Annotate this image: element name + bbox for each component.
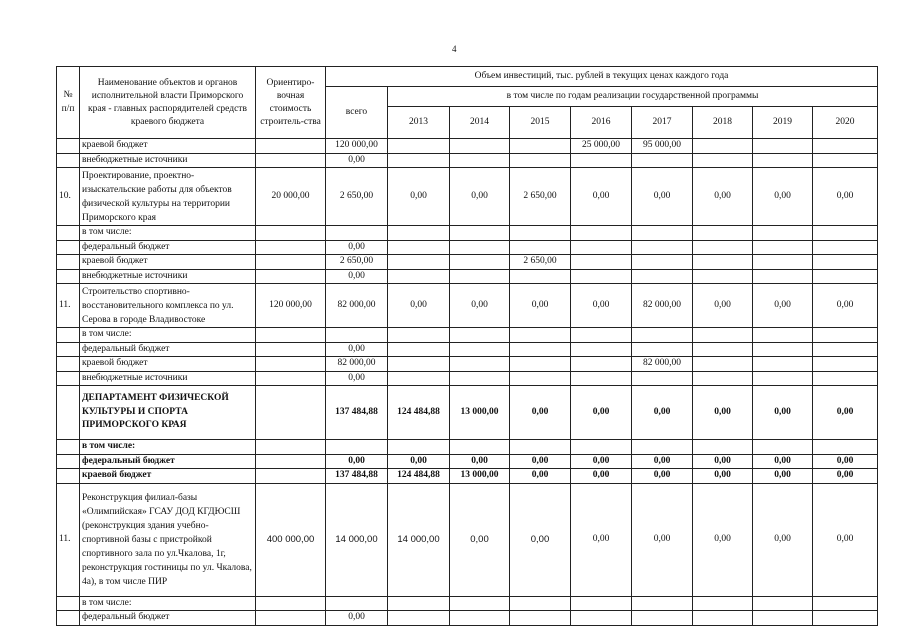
- row-number: 11.: [57, 483, 80, 596]
- cell-2013: 0,00: [388, 284, 450, 328]
- cell-2020: 0,00: [813, 454, 878, 469]
- cell-total: 2 650,00: [326, 255, 388, 270]
- cell-2013: 0,00: [388, 454, 450, 469]
- cell-total: 0,00: [326, 269, 388, 284]
- row-label: федеральный бюджет: [80, 454, 256, 469]
- header-cost: Ориентиро-вочная стоимость строитель-ства: [256, 67, 326, 139]
- cell-2013: 0,00: [388, 168, 450, 226]
- cell-2017: 82 000,00: [632, 284, 693, 328]
- row-label: краевой бюджет: [80, 469, 256, 484]
- cell-2018: 0,00: [693, 386, 753, 440]
- table-row: [57, 168, 878, 226]
- header-year: 2019: [753, 107, 813, 139]
- row-label: краевой бюджет: [80, 139, 256, 154]
- cell-2016: 0,00: [571, 284, 632, 328]
- header-year: 2013: [388, 107, 450, 139]
- row-number: 11.: [57, 284, 80, 328]
- cell-2016: 0,00: [571, 469, 632, 484]
- cell-2020: 0,00: [813, 469, 878, 484]
- cell-total: 0,00: [326, 240, 388, 255]
- cell-2014: 13 000,00: [450, 469, 510, 484]
- header-total: всего: [326, 87, 388, 139]
- row-label: в том числе:: [80, 596, 256, 611]
- cell-cost: 120 000,00: [256, 284, 326, 328]
- cell-total: 0,00: [326, 153, 388, 168]
- cell-2014: 13 000,00: [450, 386, 510, 440]
- cell-total: 0,00: [326, 342, 388, 357]
- cell-2014: 0,00: [450, 168, 510, 226]
- cell-2019: 0,00: [753, 168, 813, 226]
- row-label: федеральный бюджет: [80, 342, 256, 357]
- cell-2016: 0,00: [571, 454, 632, 469]
- cell-2017: 82 000,00: [632, 357, 693, 372]
- cell-2017: 0,00: [632, 168, 693, 226]
- cell-2018: 0,00: [693, 168, 753, 226]
- cell-2015: 2 650,00: [510, 255, 571, 270]
- cell-2020: 0,00: [813, 386, 878, 440]
- header-incl: в том числе по годам реализации государственной программы: [388, 87, 878, 107]
- cell-2019: 0,00: [753, 284, 813, 328]
- cell-total: 2 650,00: [326, 168, 388, 226]
- cell-2014: 0,00: [450, 454, 510, 469]
- cell-2019: 0,00: [753, 386, 813, 440]
- row-label: краевой бюджет: [80, 255, 256, 270]
- header-year: 2015: [510, 107, 571, 139]
- cell-total: 0,00: [326, 454, 388, 469]
- cell-total: 137 484,88: [326, 386, 388, 440]
- cell-2013: 14 000,00: [388, 483, 450, 596]
- row-number: 10.: [57, 168, 80, 226]
- table-row: [57, 240, 878, 255]
- table-row: [57, 357, 878, 372]
- cell-2019: 0,00: [753, 469, 813, 484]
- table-row: [57, 454, 878, 469]
- cell-2014: 0,00: [450, 284, 510, 328]
- table-row: [57, 269, 878, 284]
- cell-2013: 124 484,88: [388, 386, 450, 440]
- cell-2013: 124 484,88: [388, 469, 450, 484]
- cell-2017: 0,00: [632, 483, 693, 596]
- cell-2016: 0,00: [571, 168, 632, 226]
- cell-total: 82 000,00: [326, 284, 388, 328]
- table-row: [57, 469, 878, 484]
- table-row: [57, 328, 878, 343]
- cell-total: 82 000,00: [326, 357, 388, 372]
- row-label: в том числе:: [80, 226, 256, 241]
- row-label: федеральный бюджет: [80, 240, 256, 255]
- table-row: [57, 255, 878, 270]
- cell-2015: 2 650,00: [510, 168, 571, 226]
- cell-2018: 0,00: [693, 469, 753, 484]
- row-label: федеральный бюджет: [80, 611, 256, 626]
- cell-2015: 0,00: [510, 454, 571, 469]
- cell-2018: 0,00: [693, 454, 753, 469]
- table-row: [57, 139, 878, 154]
- header-num: № п/п: [57, 67, 80, 139]
- row-label: в том числе:: [80, 440, 256, 455]
- table-row: [57, 342, 878, 357]
- cell-2015: 0,00: [510, 469, 571, 484]
- cell-2014: 0,00: [450, 483, 510, 596]
- cell-2020: 0,00: [813, 284, 878, 328]
- cell-2020: 0,00: [813, 168, 878, 226]
- cell-2019: 0,00: [753, 454, 813, 469]
- page-number: 4: [452, 44, 457, 54]
- cell-2015: 0,00: [510, 284, 571, 328]
- cell-2016: 0,00: [571, 386, 632, 440]
- row-label: краевой бюджет: [80, 357, 256, 372]
- table-row: [57, 153, 878, 168]
- header-year: 2020: [813, 107, 878, 139]
- cell-2015: 0,00: [510, 386, 571, 440]
- cell-2018: 0,00: [693, 284, 753, 328]
- header-year: 2014: [450, 107, 510, 139]
- header-name: Наименование объектов и органов исполнительной власти Приморского края - главных распорядителей средств краевого бюджета: [80, 67, 256, 139]
- cell-total: 0,00: [326, 611, 388, 626]
- cell-total: 0,00: [326, 371, 388, 386]
- cell-total: 14 000,00: [326, 483, 388, 596]
- cell-total: 137 484,88: [326, 469, 388, 484]
- row-label: внебюджетные источники: [80, 371, 256, 386]
- cell-2017: 95 000,00: [632, 139, 693, 154]
- cell-2016: 25 000,00: [571, 139, 632, 154]
- cell-cost: 400 000,00: [256, 483, 326, 596]
- row-label: в том числе:: [80, 328, 256, 343]
- cell-2018: 0,00: [693, 483, 753, 596]
- header-year: 2017: [632, 107, 693, 139]
- row-label: внебюджетные источники: [80, 269, 256, 284]
- cell-2017: 0,00: [632, 469, 693, 484]
- cell-2015: 0,00: [510, 483, 571, 596]
- row-label: Проектирование, проектно-изыскательские работы для объектов физической культуры на территории Приморского края: [80, 168, 256, 226]
- investment-table: [56, 66, 878, 626]
- cell-2017: 0,00: [632, 386, 693, 440]
- cell-2017: 0,00: [632, 454, 693, 469]
- department-title: ДЕПАРТАМЕНТ ФИЗИЧЕСКОЙ КУЛЬТУРЫ И СПОРТА ПРИМОРСКОГО КРАЯ: [80, 386, 256, 440]
- row-label: Строительство спортивно-восстановительного комплекса по ул. Серова в городе Владивостоке: [80, 284, 256, 328]
- header-year: 2018: [693, 107, 753, 139]
- table-row: [57, 483, 878, 596]
- table-row: [57, 284, 878, 328]
- cell-2020: 0,00: [813, 483, 878, 596]
- table-row: [57, 386, 878, 440]
- row-label: Реконструкция филиал-базы «Олимпийская» ГСАУ ДОД КГДЮСШ (реконструкция здания учебно-спортивной базы с пристройкой спортивного зала по ул.Чкалова, 1г, реконструкция гостиницы по ул. Чкалова, 4а), в том числе ПИР: [80, 483, 256, 596]
- cell-2019: 0,00: [753, 483, 813, 596]
- header-volume: Объем инвестиций, тыс. рублей в текущих ценах каждого года: [326, 67, 878, 87]
- cell-2016: 0,00: [571, 483, 632, 596]
- row-label: внебюджетные источники: [80, 153, 256, 168]
- table-row: [57, 226, 878, 241]
- table-row: [57, 440, 878, 455]
- table-row: [57, 611, 878, 626]
- cell-total: 120 000,00: [326, 139, 388, 154]
- table-row: [57, 371, 878, 386]
- cell-cost: 20 000,00: [256, 168, 326, 226]
- header-year: 2016: [571, 107, 632, 139]
- table-row: [57, 596, 878, 611]
